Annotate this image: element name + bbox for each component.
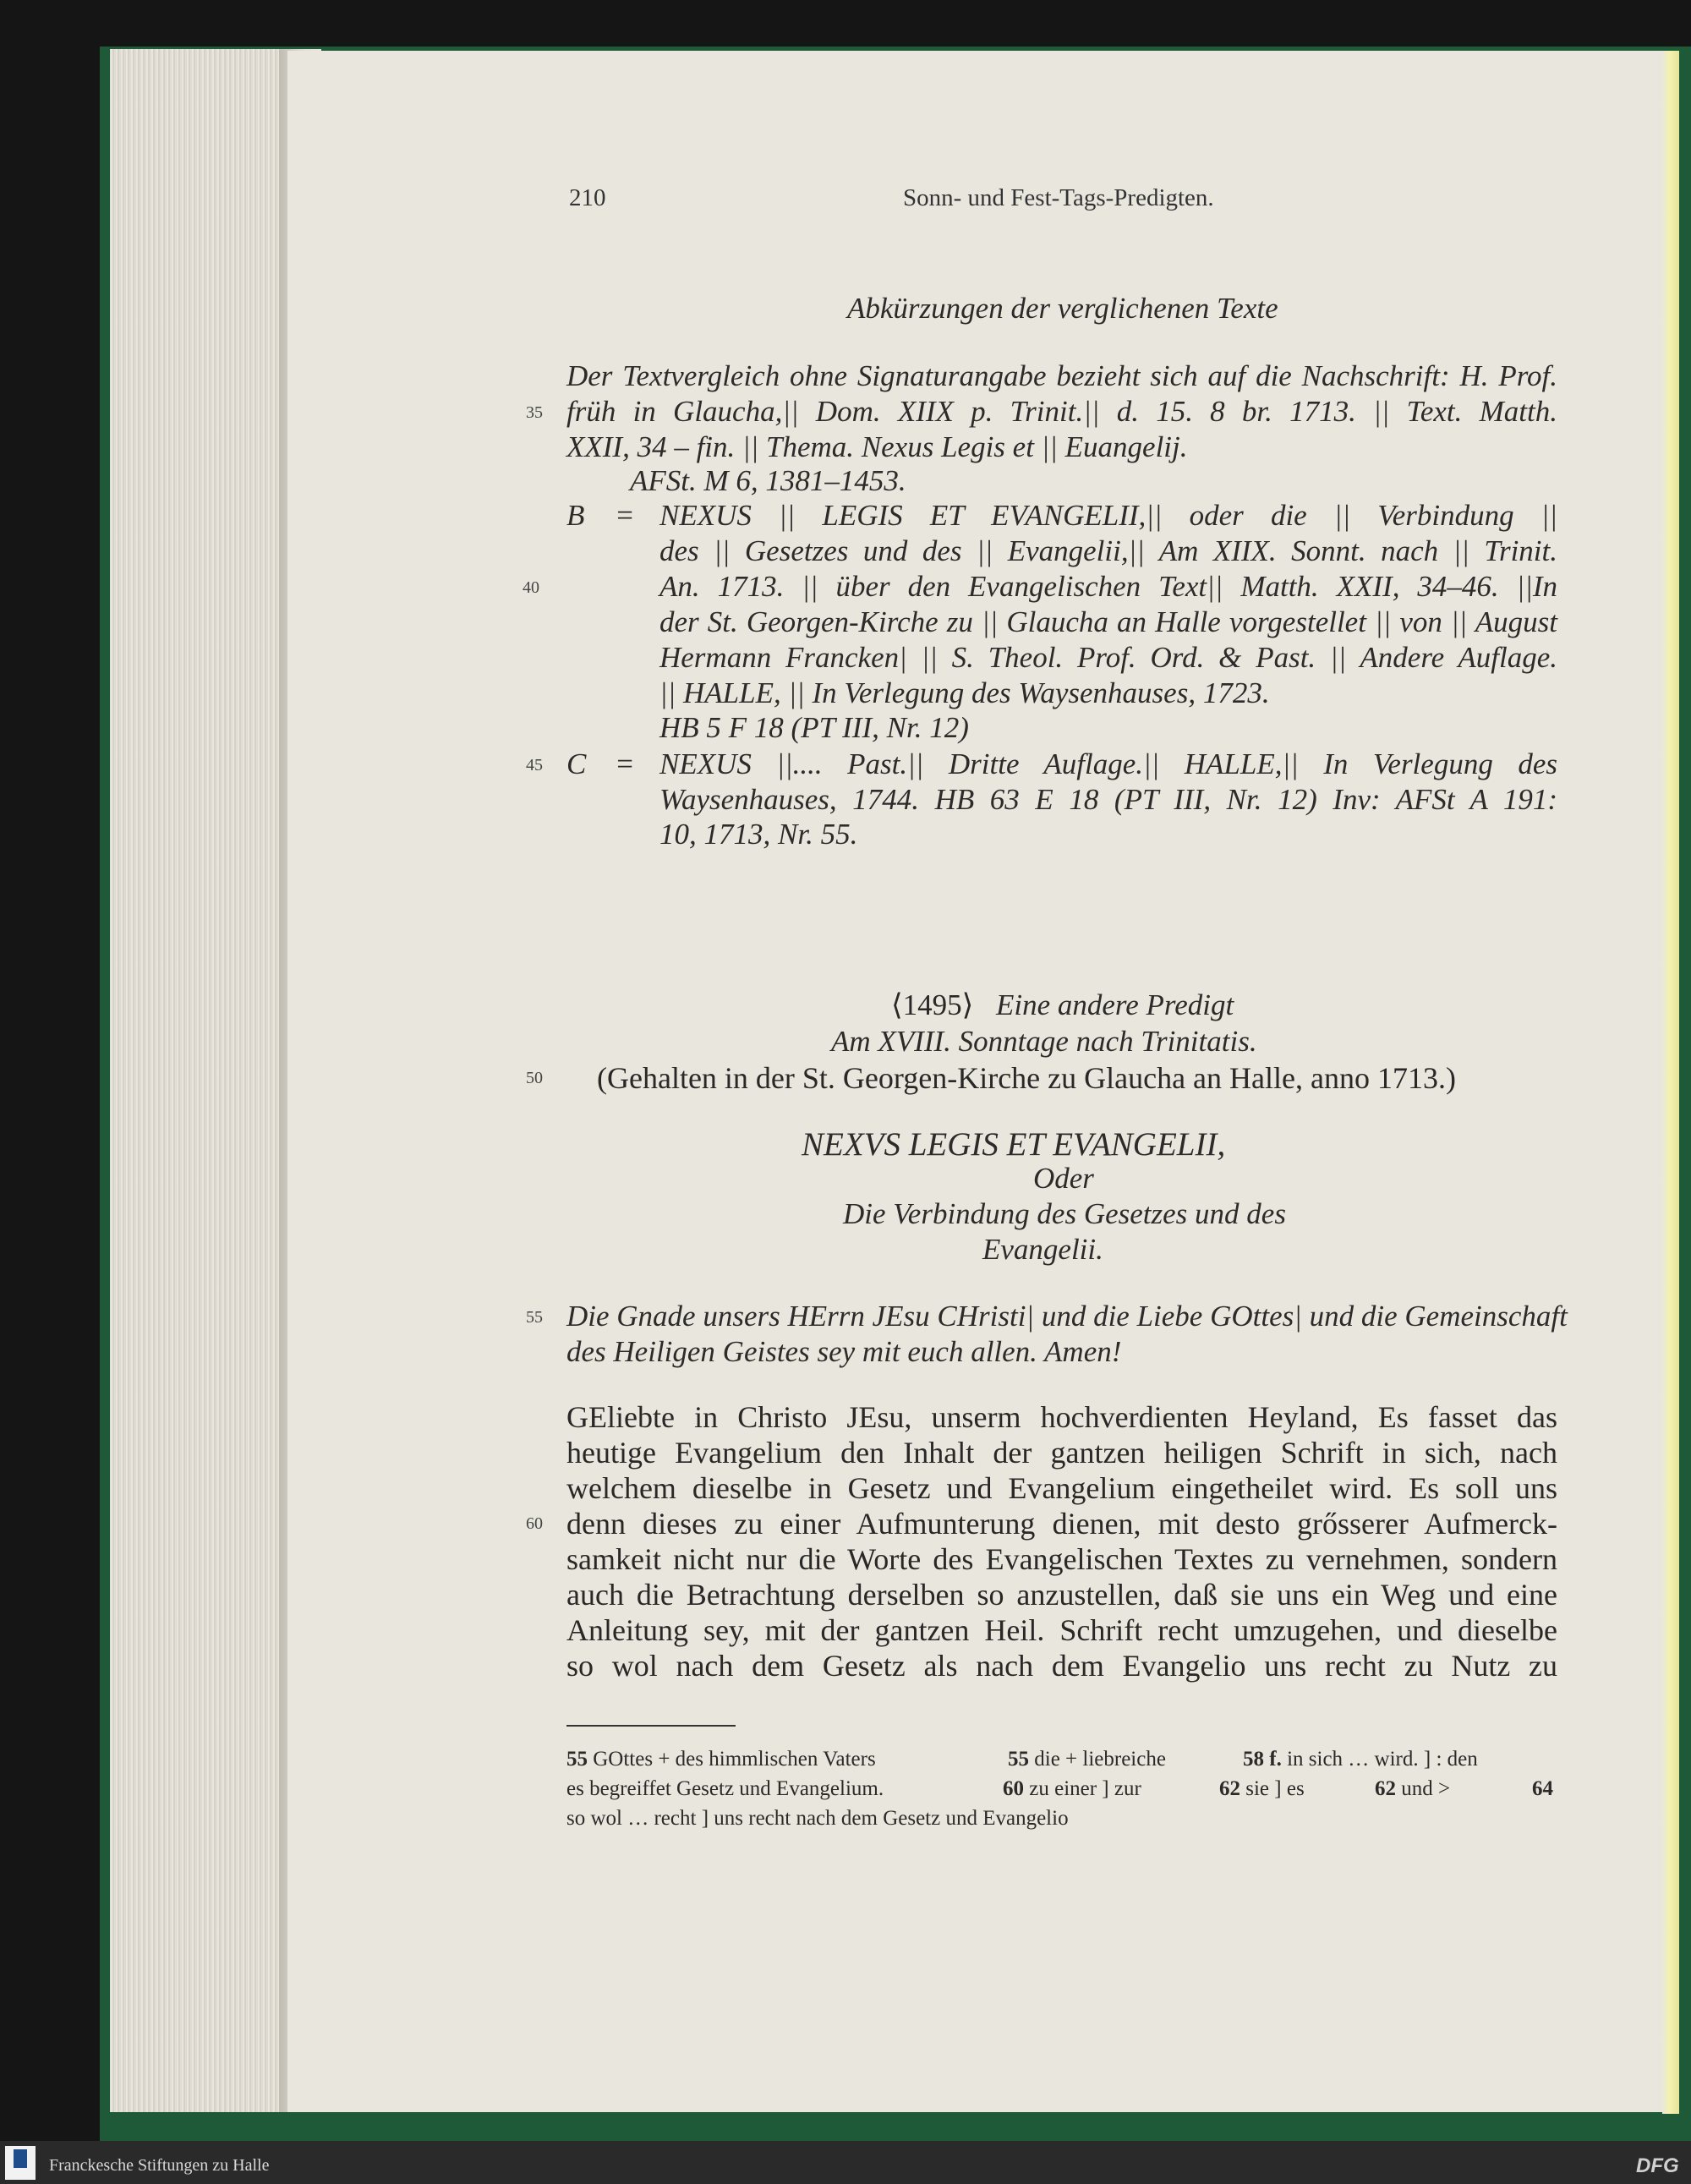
sermon-subheading: Am XVIII. Sonntage nach Trinitatis. [831, 1025, 1257, 1058]
abbrev-title: Abkürzungen der verglichenen Texte [847, 292, 1278, 325]
footnote-entry: 62 und > [1375, 1777, 1451, 1800]
sermon-title-oder: Oder [1033, 1162, 1094, 1195]
sigil-b-line: der St. Georgen-Kirche zu || Glaucha an Halle vorgestellet || von || August [659, 605, 1557, 638]
sermon-heading: Eine andere Predigt [996, 988, 1234, 1021]
sigil-b-line: Hermann Francken| || S. Theol. Prof. Ord. & Past. || Andere Auflage. [659, 641, 1557, 674]
footnote-entry: 60 zu einer ] zur [1003, 1777, 1141, 1800]
abbrev-line: XXII, 34 – fin. || Thema. Nexus Legis et || Euangelij. [566, 430, 1188, 463]
sigil-c-line: 10, 1713, Nr. 55. [659, 818, 858, 851]
sigil-b-line: des || Gesetzes und des || Evangelii,|| Am XIIX. Sonnt. nach || Trinit. [659, 534, 1557, 567]
footnote-rule [566, 1725, 736, 1727]
sigil-b-line: || HALLE, || In Verlegung des Waysenhauses, 1723. [659, 676, 1270, 709]
body-line: denn dieses zu einer Aufmunterung dienen, mit desto grősserer Aufmerck- [566, 1507, 1557, 1541]
sermon-title-line: Die Verbindung des Gesetzes und des [843, 1197, 1286, 1230]
sigil-b-line: An. 1713. || über den Evangelischen Text|| Matth. XXII, 34–46. ||In [659, 570, 1557, 603]
right-page-edge [1662, 51, 1679, 2114]
body-line: welchem dieselbe in Gesetz und Evangelium eingetheilet wird. Es soll uns [566, 1471, 1557, 1505]
line-number: 40 [523, 578, 539, 597]
page-number: 210 [569, 184, 606, 211]
line-number: 60 [526, 1514, 543, 1533]
body-line: so wol nach dem Gesetz als nach dem Evangelio uns recht zu Nutz zu [566, 1649, 1557, 1683]
footnote-entry: 55 die + liebreiche [1008, 1748, 1166, 1771]
abbrev-line: früh in Glaucha,|| Dom. XIIX p. Trinit.|| d. 15. 8 br. 1713. || Text. Matth. [566, 395, 1557, 428]
blessing-line: des Heiligen Geistes sey mit euch allen. Amen! [566, 1335, 1122, 1368]
page-stack-edges [110, 49, 292, 2112]
sermon-occasion: (Gehalten in der St. Georgen-Kirche zu Glaucha an Halle, anno 1713.) [597, 1061, 1456, 1095]
abbrev-line: AFSt. M 6, 1381–1453. [630, 464, 906, 497]
sigil-c-line: Waysenhauses, 1744. HB 63 E 18 (PT III, Nr. 12) Inv: AFSt A 191: [659, 783, 1557, 816]
sermon-number: ⟨1495⟩ [891, 988, 974, 1021]
footnote-entry: 62 sie ] es [1219, 1777, 1305, 1800]
sigil-b-eq: = [615, 499, 635, 532]
footnote-entry: 55 GOttes + des himmlischen Vaters [566, 1748, 876, 1771]
footnote-entry: 58 f. in sich … wird. ] : den [1243, 1748, 1478, 1771]
line-number: 35 [526, 403, 543, 422]
running-title: Sonn- und Fest-Tags-Predigten. [903, 184, 1214, 211]
line-number: 45 [526, 756, 543, 775]
institution-logo-icon [5, 2146, 36, 2180]
dfg-logo: DFG [1636, 2154, 1679, 2177]
body-line: heutige Evangelium den Inhalt der gantzen heiligen Schrift in sich, nach [566, 1436, 1557, 1470]
sigil-c-eq: = [615, 747, 635, 780]
body-line: GEliebte in Christo JEsu, unserm hochverdienten Heyland, Es fasset das [566, 1400, 1557, 1434]
sermon-title-line: Evangelii. [982, 1233, 1103, 1266]
sigil-c-line: NEXUS ||.... Past.|| Dritte Auflage.|| HALLE,|| In Verlegung des [659, 747, 1557, 780]
body-line: samkeit nicht nur die Worte des Evangelischen Textes zu vernehmen, sondern [566, 1542, 1557, 1576]
blessing-line: Die Gnade unsers HErrn JEsu CHristi| und die Liebe GOttes| und die Gemeinschaft [566, 1300, 1568, 1333]
body-line: auch die Betrachtung derselben so anzustellen, daß sie uns ein Weg und eine [566, 1578, 1557, 1612]
line-number: 50 [526, 1069, 543, 1087]
sigil-b-line: NEXUS || LEGIS ET EVANGELII,|| oder die || Verbindung || [659, 499, 1557, 532]
sermon-title: NEXVS LEGIS ET EVANGELII, [802, 1126, 1226, 1163]
institution-name: Franckesche Stiftungen zu Halle [49, 2156, 270, 2175]
line-number: 55 [526, 1308, 543, 1327]
sigil-b-line: HB 5 F 18 (PT III, Nr. 12) [659, 711, 969, 744]
footnote-entry: 64 [1532, 1777, 1553, 1800]
abbrev-line: Der Textvergleich ohne Signaturangabe bezieht sich auf die Nachschrift: H. Prof. [566, 359, 1557, 392]
sigil-b: B [566, 499, 585, 532]
body-line: Anleitung sey, mit der gantzen Heil. Schrift recht umzugehen, und dieselbe [566, 1613, 1557, 1647]
footnote-entry: es begreiffet Gesetz und Evangelium. [566, 1777, 884, 1800]
footnote-entry: so wol … recht ] uns recht nach dem Gesetz und Evangelio [566, 1807, 1069, 1830]
sigil-c: C [566, 747, 587, 780]
